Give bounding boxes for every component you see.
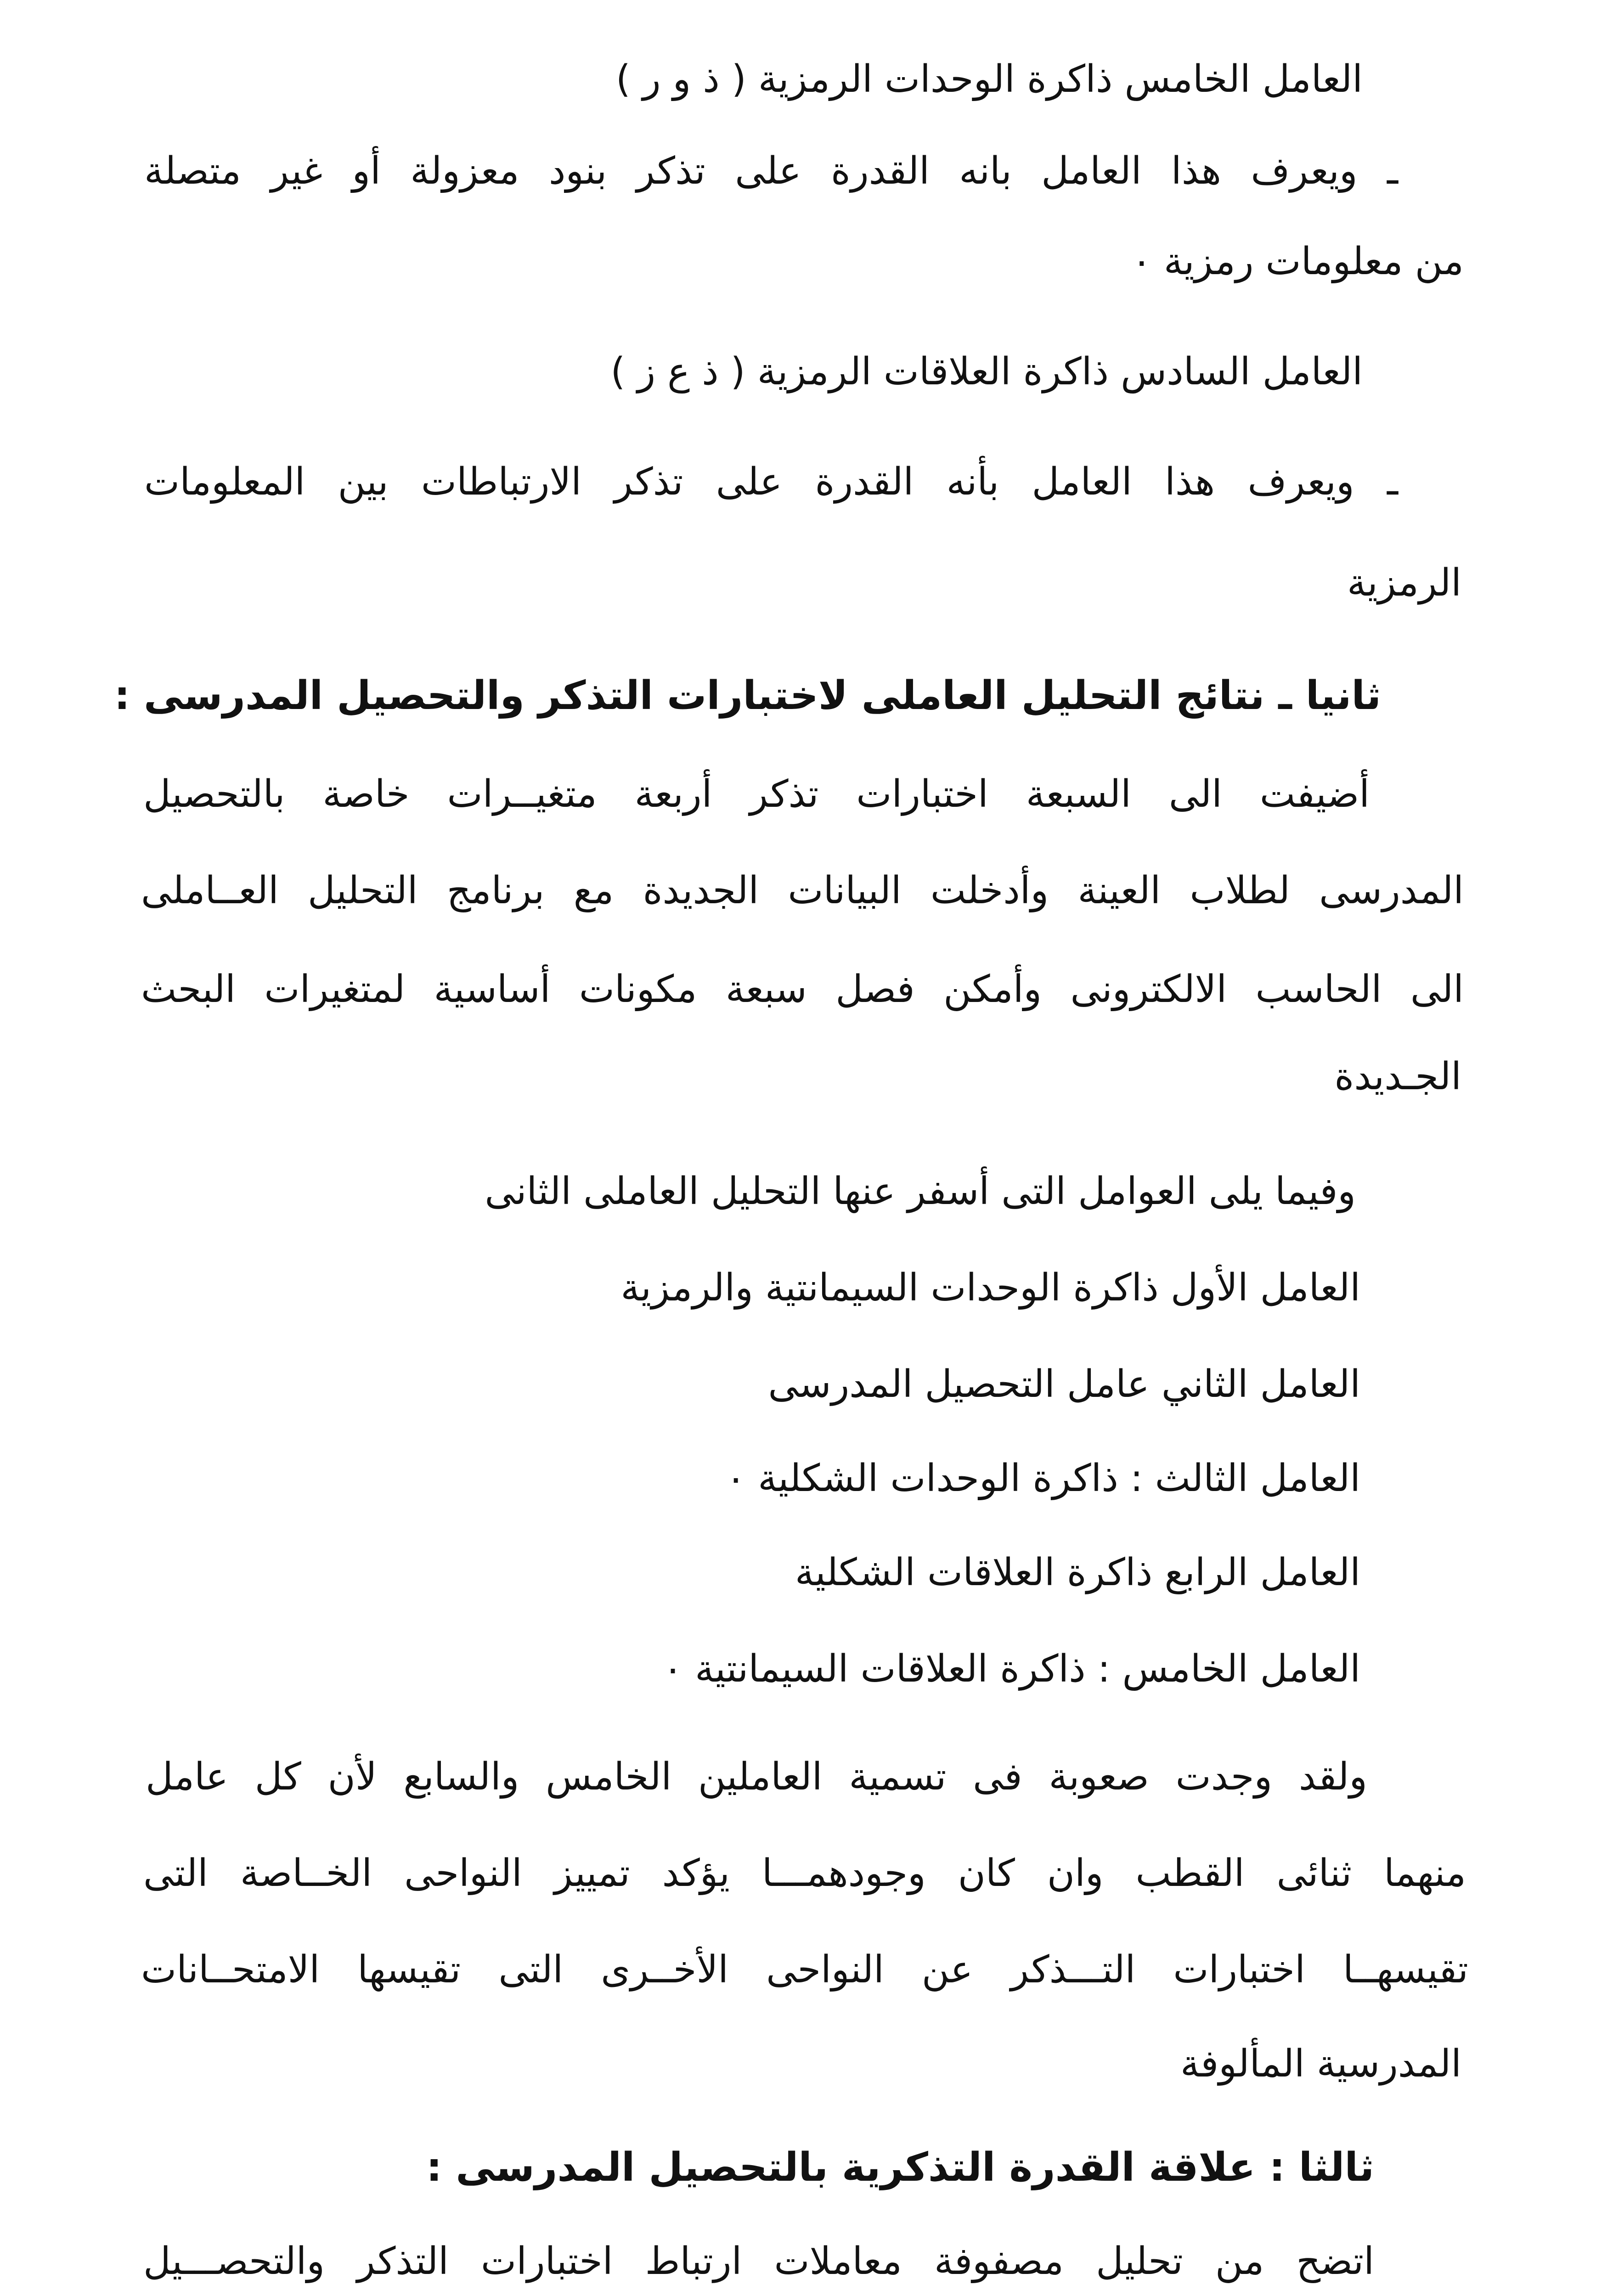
list-item: العامل الرابع ذاكرة العلاقات الشكلية xyxy=(795,1551,1360,1594)
body-line: المدرسى لطلاب العينة وأدخلت البيانات الجديدة مع برنامج التحليل العــاملى xyxy=(141,869,1464,912)
body-line: ولقد وجدت صعوبة فى تسمية العاملين الخامس والسابع لأن كل عامل xyxy=(146,1755,1367,1799)
body-line: الرمزية xyxy=(1347,561,1461,605)
body-line: الى الحاسب الالكترونى وأمكن فصل سبعة مكونات أساسية لمتغيرات البحث xyxy=(141,968,1464,1011)
body-line: الجـديدة xyxy=(1334,1055,1461,1098)
section-heading: ثانيا ـ نتائج التحليل العاملى لاختبارات التذكر والتحصيل المدرسى : xyxy=(114,673,1381,719)
list-item: العامل الثاني عامل التحصيل المدرسى xyxy=(768,1362,1360,1406)
list-item: العامل الخامس : ذاكرة العلاقات السيمانتية ٠ xyxy=(662,1647,1360,1691)
body-line: من معلومات رمزية ٠ xyxy=(1131,240,1464,283)
list-item: العامل الثالث : ذاكرة الوحدات الشكلية ٠ xyxy=(726,1457,1360,1500)
factor-6-line: العامل السادس ذاكرة العلاقات الرمزية ( ذ ع ز ) xyxy=(610,350,1363,394)
body-line: ـ ويعرف هذا العامل بأنه القدرة على تذكر الارتباطات بين المعلومات xyxy=(144,460,1398,504)
body-line: ـ ويعرف هذا العامل بانه القدرة على تذكر بنود معزولة أو غير متصلة xyxy=(144,149,1398,193)
list-item: العامل الأول ذاكرة الوحدات السيمانتية والرمزية xyxy=(620,1266,1360,1310)
section-heading: ثالثا : علاقة القدرة التذكرية بالتحصيل المدرسى : xyxy=(426,2144,1374,2190)
body-line: منهما ثنائى القطب وان كان وجودهمـــا يؤكد تمييز النواحى الخــاصة التى xyxy=(143,1851,1466,1895)
list-intro: وفيما يلى العوامل التى أسفر عنها التحليل العاملى الثانى xyxy=(485,1170,1356,1213)
body-line: أضيفت الى السبعة اختبارات تذكر أربعة متغيــرات خاصة بالتحصيل xyxy=(143,772,1370,816)
body-line: المدرسية المألوفة xyxy=(1180,2042,1461,2086)
body-line: تقيسهــا اختبارات التـــذكر عن النواحى الأخــرى التى تقيسها الامتحــانات xyxy=(141,1948,1468,1992)
body-line: اتضح من تحليل مصفوفة معاملات ارتباط اختبارات التذكر والتحصـــيل xyxy=(143,2240,1374,2283)
factor-5-line: العامل الخامس ذاكرة الوحدات الرمزية ( ذ و ر ) xyxy=(615,57,1363,101)
